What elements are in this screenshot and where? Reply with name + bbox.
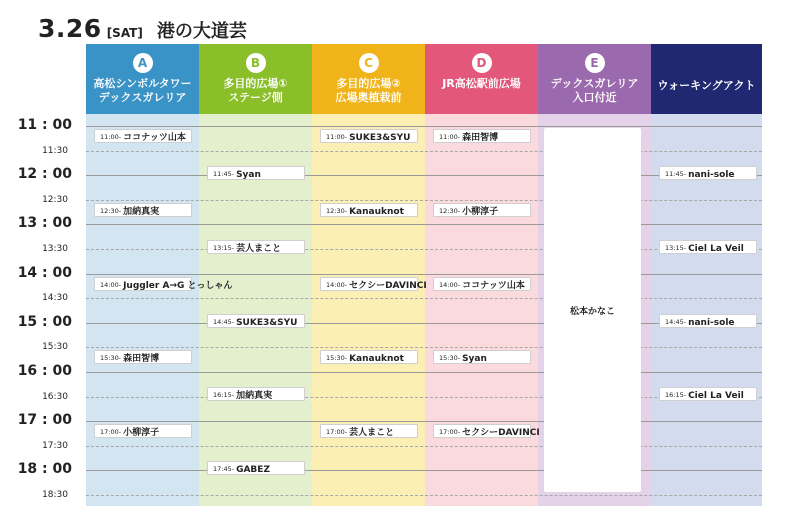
venue-name: 多目的広場②	[336, 77, 401, 90]
venue-column-b	[199, 44, 312, 506]
slot-performer: 森田智博	[462, 133, 499, 143]
performance-slot	[659, 314, 757, 328]
half-hour-gridline	[86, 495, 762, 496]
performance-slot	[94, 424, 192, 438]
slot-performer: 加納真実	[236, 391, 273, 401]
time-label: 12:30	[42, 195, 68, 205]
slot-time: 13:15-	[665, 244, 687, 252]
slot-performer: Syan	[236, 170, 261, 180]
hour-gridline	[86, 470, 762, 471]
performance-slot	[659, 240, 757, 254]
venue-badge-e: E	[585, 53, 605, 73]
slot-time: 16:15-	[213, 391, 235, 399]
slot-time: 11:00-	[100, 133, 122, 141]
slot-time: 17:45-	[213, 465, 235, 473]
time-label: 11 : 00	[17, 117, 72, 133]
slot-performer: SUKE3&SYU	[236, 318, 298, 328]
slot-performer: 芸人まこと	[236, 244, 282, 254]
slot-performer: 芸人まこと	[349, 428, 395, 438]
slot-performer: Ciel La Veil	[688, 391, 744, 401]
half-hour-gridline	[86, 151, 762, 152]
half-hour-gridline	[86, 347, 762, 348]
date-label: 3.26	[38, 14, 102, 43]
slot-performer: セクシーDAVINCI	[462, 428, 540, 438]
hour-gridline	[86, 224, 762, 225]
venue-badge-a: A	[133, 53, 153, 73]
performance-slot	[433, 424, 540, 438]
time-label: 16:30	[42, 392, 68, 402]
performance-slot	[659, 166, 757, 180]
slot-time: 15:30-	[439, 354, 461, 362]
slot-time: 17:00-	[326, 428, 348, 436]
venue-header-c	[312, 44, 425, 114]
performance-slot	[94, 129, 192, 143]
slot-time: 17:00-	[439, 428, 461, 436]
slot-performer: Kanauknot	[349, 354, 404, 364]
hour-gridline	[86, 421, 762, 422]
venue-name: 高松シンボルタワー	[93, 77, 192, 90]
slot-time: 14:45-	[665, 318, 687, 326]
time-label: 18 : 00	[17, 461, 72, 477]
venue-name: JR高松駅前広場	[442, 77, 521, 90]
time-label: 15:30	[42, 342, 68, 352]
performance-slot	[94, 350, 192, 364]
slot-time: 15:30-	[326, 354, 348, 362]
slot-performer: Syan	[462, 354, 487, 364]
performance-slot	[433, 277, 531, 291]
time-label: 13:30	[42, 244, 68, 254]
slot-performer: 森田智博	[123, 354, 160, 364]
performance-slot	[320, 203, 418, 217]
venue-badge-d: D	[472, 53, 492, 73]
half-hour-gridline	[86, 200, 762, 201]
slot-performer: SUKE3&SYU	[349, 133, 411, 143]
venue-badge-b: B	[246, 53, 266, 73]
venue-subname: ステージ側	[228, 91, 283, 104]
slot-time: 11:45-	[665, 170, 687, 178]
venue-subname: 入口付近	[572, 91, 617, 104]
performance-slot	[207, 240, 305, 254]
performance-slot	[207, 461, 305, 475]
performance-slot	[207, 166, 305, 180]
slot-time: 12:30-	[326, 207, 348, 215]
slot-time: 14:00-	[100, 281, 122, 289]
performance-slot	[433, 203, 531, 217]
slot-time: 15:30-	[100, 354, 122, 362]
slot-performer: GABEZ	[236, 465, 270, 475]
slot-time: 16:15-	[665, 391, 687, 399]
performance-slot	[320, 277, 427, 291]
venue-header-a	[86, 44, 199, 114]
venue-header-walking	[651, 44, 762, 114]
venue-header-b	[199, 44, 312, 114]
time-label: 13 : 00	[17, 215, 72, 231]
slot-performer: 松本かなこ	[569, 306, 615, 317]
venue-column-walking	[651, 44, 762, 506]
time-label: 15 : 00	[17, 314, 72, 330]
slot-time: 11:00-	[439, 133, 461, 141]
time-label: 12 : 00	[17, 166, 72, 182]
slot-performer: ココナッツ山本	[462, 281, 525, 291]
slot-time: 12:30-	[100, 207, 122, 215]
venue-body	[312, 114, 425, 506]
half-hour-gridline	[86, 446, 762, 447]
slot-performer: Juggler A→G とっしゃん	[123, 281, 233, 291]
venue-badge-c: C	[359, 53, 379, 73]
venue-body	[86, 114, 199, 506]
slot-performer: ココナッツ山本	[123, 133, 186, 143]
time-label: 14:30	[42, 293, 68, 303]
hour-gridline	[86, 274, 762, 275]
slot-time: 11:45-	[213, 170, 235, 178]
venue-body	[425, 114, 538, 506]
performance-slot	[320, 424, 418, 438]
continuous-performance-box	[544, 128, 641, 492]
event-title: 港の大道芸	[156, 21, 247, 42]
slot-performer: Ciel La Veil	[688, 244, 744, 254]
performance-slot	[207, 314, 305, 328]
venue-subname: 広場奥植栽前	[335, 91, 402, 104]
venue-name: デックスガレリア	[550, 77, 639, 90]
performance-slot	[659, 387, 757, 401]
venue-name: ウォーキングアクト	[657, 79, 756, 92]
venue-subname: デックスガレリア	[98, 91, 187, 104]
slot-time: 17:00-	[100, 428, 122, 436]
time-label: 18:30	[42, 490, 68, 500]
half-hour-gridline	[86, 298, 762, 299]
hour-gridline	[86, 126, 762, 127]
page-title	[38, 14, 247, 44]
performance-slot	[94, 277, 233, 291]
slot-performer: nani-sole	[688, 170, 735, 180]
slot-performer: 小柳淳子	[123, 428, 160, 438]
performance-slot	[433, 350, 531, 364]
time-label: 17 : 00	[17, 412, 72, 428]
venue-header-e	[538, 44, 651, 114]
slot-time: 14:00-	[439, 281, 461, 289]
slot-performer: 加納真実	[123, 207, 160, 217]
performance-slot	[94, 203, 192, 217]
slot-time: 11:00-	[326, 133, 348, 141]
time-label: 14 : 00	[17, 265, 72, 281]
time-label: 16 : 00	[17, 363, 72, 379]
performance-slot	[433, 129, 531, 143]
slot-performer: Kanauknot	[349, 207, 404, 217]
performance-slot	[207, 387, 305, 401]
slot-performer: nani-sole	[688, 318, 735, 328]
performance-slot	[320, 129, 418, 143]
slot-time: 13:15-	[213, 244, 235, 252]
day-label: [SAT]	[106, 26, 143, 40]
slot-time: 12:30-	[439, 207, 461, 215]
time-label: 11:30	[42, 146, 68, 156]
time-label: 17:30	[42, 441, 68, 451]
venue-header-d	[425, 44, 538, 114]
slot-time: 14:00-	[326, 281, 348, 289]
venue-name: 多目的広場①	[223, 77, 288, 90]
slot-performer: セクシーDAVINCI	[349, 281, 427, 291]
hour-gridline	[86, 372, 762, 373]
slot-performer: 小柳淳子	[462, 207, 499, 217]
performance-slot	[320, 350, 418, 364]
slot-time: 14:45-	[213, 318, 235, 326]
